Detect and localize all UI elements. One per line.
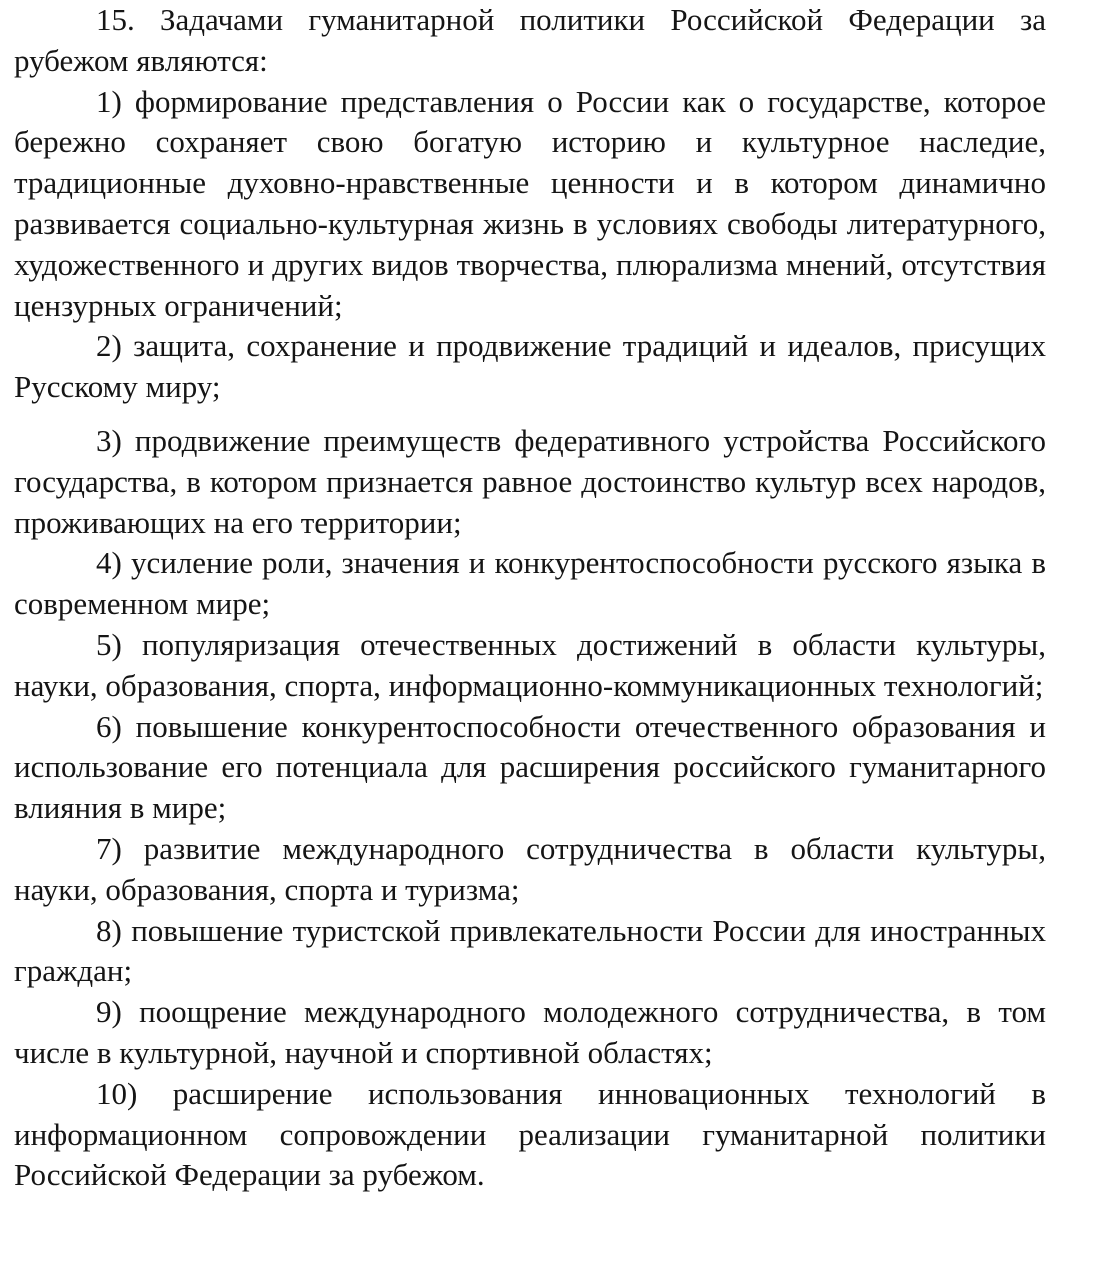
list-item-9 <box>14 992 1046 1074</box>
list-item-4 <box>14 543 1046 625</box>
item-text: продвижение преимуществ федеративного устройства Российского государства, в котором признается равное достоинство культур всех народов, проживающих на его территории; <box>14 422 1046 540</box>
item-text: популяризация отечественных достижений в области культуры, науки, образования, спорта, информационно-коммуникационных технологий; <box>14 626 1046 703</box>
list-item-1 <box>14 82 1046 327</box>
paragraph-15-intro <box>14 0 1046 82</box>
list-item-7 <box>14 829 1046 911</box>
item-number: 10) <box>96 1075 138 1111</box>
item-text: повышение конкурентоспособности отечественного образования и использование его потенциала для расширения российского гуманитарного влияния в мире; <box>14 708 1047 826</box>
item-number: 1) <box>96 83 122 119</box>
item-text: развитие международного сотрудничества в области культуры, науки, образования, спорта и туризма; <box>14 830 1046 907</box>
item-text: расширение использования инновационных технологий в информационном сопровождении реализации гуманитарной политики Российской Федерации за рубежом. <box>14 1075 1046 1193</box>
item-text: поощрение международного молодежного сотрудничества, в том числе в культурной, научной и спортивной областях; <box>14 994 1047 1070</box>
paragraph-text: Задачами гуманитарной политики Российской Федерации за рубежом являются: <box>14 2 1046 78</box>
item-number: 4) <box>96 545 122 581</box>
item-text: повышение туристской привлекательности России для иностранных граждан; <box>14 912 1047 989</box>
list-item-8 <box>14 911 1046 993</box>
list-item-3 <box>14 421 1046 543</box>
item-text: формирование представления о России как о государстве, которое бережно сохраняет свою богатую историю и культурное наследие, традиционные духовно-нравственные ценности и в котором динамично развивается социально-культурная жизнь в условиях свободы литературного, художественного и других видов творчества, плюрализма мнений, отсутствия цензурных ограничений; <box>14 83 1046 323</box>
item-number: 5) <box>96 626 122 662</box>
item-number: 3) <box>96 422 122 458</box>
item-text: усиление роли, значения и конкурентоспособности русского языка в современном мире; <box>14 545 1047 622</box>
list-item-2 <box>14 326 1046 408</box>
item-number: 2) <box>96 328 122 364</box>
item-number: 6) <box>96 708 122 744</box>
item-number: 8) <box>96 912 122 948</box>
item-number: 9) <box>96 994 122 1030</box>
list-item-10 <box>14 1074 1046 1196</box>
list-item-6 <box>14 707 1046 829</box>
document-text <box>14 0 1046 1196</box>
paragraph-number: 15. <box>96 2 135 37</box>
list-item-5 <box>14 625 1046 707</box>
item-text: защита, сохранение и продвижение традиций и идеалов, присущих Русскому миру; <box>14 328 1047 405</box>
item-number: 7) <box>96 830 122 866</box>
